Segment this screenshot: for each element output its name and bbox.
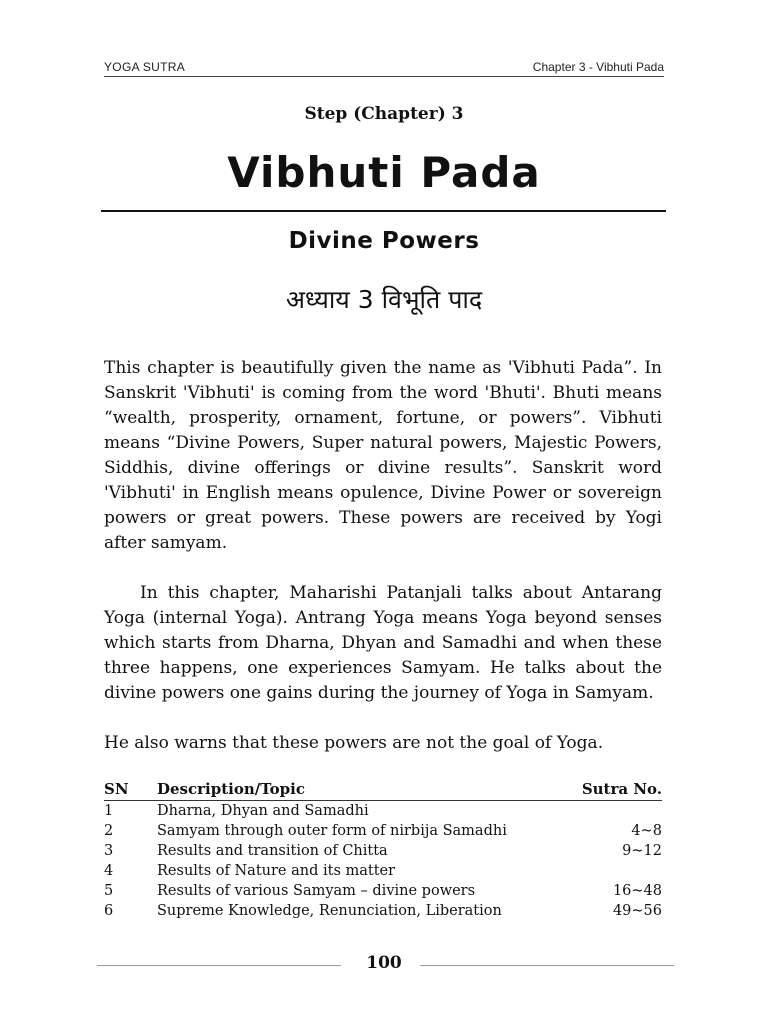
page-number: 100 (366, 953, 402, 973)
table-header-row (104, 780, 662, 801)
table-row (104, 801, 662, 822)
body-paragraph: In this chapter, Maharishi Patanjali talks about Antarang Yoga (internal Yoga). Antrang Yoga means Yoga beyond senses which starts from Dharna, Dhyan and Samadhi and when these three happens, one experiences Samyam. He talks about the divine powers one gains during the journey of Yoga in Samyam. (104, 583, 662, 703)
column-header-topic: Description/Topic (157, 780, 572, 801)
table-row (104, 841, 662, 861)
row-sutra: 16~48 (612, 883, 662, 899)
warning-paragraph: He also warns that these powers are not the goal of Yoga. (104, 733, 604, 753)
chapter-title: Vibhuti Pada (227, 148, 541, 197)
row-topic: Results and transition of Chitta (157, 843, 388, 859)
row-topic: Results of Nature and its matter (157, 863, 396, 879)
column-header-sutra: Sutra No. (572, 780, 662, 801)
row-topic: Supreme Knowledge, Renunciation, Liberation (157, 903, 502, 919)
chapter-subtitle: Divine Powers (288, 228, 480, 254)
row-sutra: 49~56 (612, 903, 662, 919)
header-chapter-title: Chapter 3 - Vibhuti Pada (532, 60, 664, 74)
chapter-step-label: Step (Chapter) 3 (304, 104, 464, 124)
hindi-title: अध्याय 3 विभूति पाद (285, 285, 483, 314)
row-sn: 6 (104, 903, 114, 919)
row-sn: 1 (104, 803, 114, 819)
row-sn: 4 (104, 863, 114, 879)
table-row (104, 821, 662, 841)
running-header (104, 58, 664, 77)
row-sn: 3 (104, 843, 114, 859)
intro-paragraph: This chapter is beautifully given the name as 'Vibhuti Pada”. In Sanskrit 'Vibhuti' is coming from the word 'Bhuti'. Bhuti means “wealth, prosperity, ornament, fortune, or powers”. Vibhuti means “Divine Powers, Super natural powers, Majestic Powers, Siddhis, divine offerings or divine results”. Sanskrit word 'Vibhuti' in English means opulence, Divine Power or sovereign powers or great powers. These powers are received by Yogi after samyam. (104, 358, 662, 553)
row-sn: 2 (104, 823, 114, 839)
row-sutra (572, 861, 662, 881)
row-sutra: 4~8 (631, 823, 662, 839)
row-topic: Results of various Samyam – divine powers (157, 883, 476, 899)
row-topic: Dharna, Dhyan and Samadhi (157, 803, 369, 819)
title-divider (101, 210, 666, 212)
table-row (104, 901, 662, 921)
row-sutra (572, 801, 662, 822)
topics-table (104, 780, 662, 921)
row-sutra: 9~12 (622, 843, 662, 859)
row-sn: 5 (104, 883, 114, 899)
row-topic: Samyam through outer form of nirbija Samadhi (157, 823, 507, 839)
column-header-sn: SN (104, 780, 157, 801)
header-book-title: YOGA SUTRA (104, 60, 186, 74)
footer-rule-right (420, 965, 674, 966)
table-row (104, 881, 662, 901)
table-row (104, 861, 662, 881)
